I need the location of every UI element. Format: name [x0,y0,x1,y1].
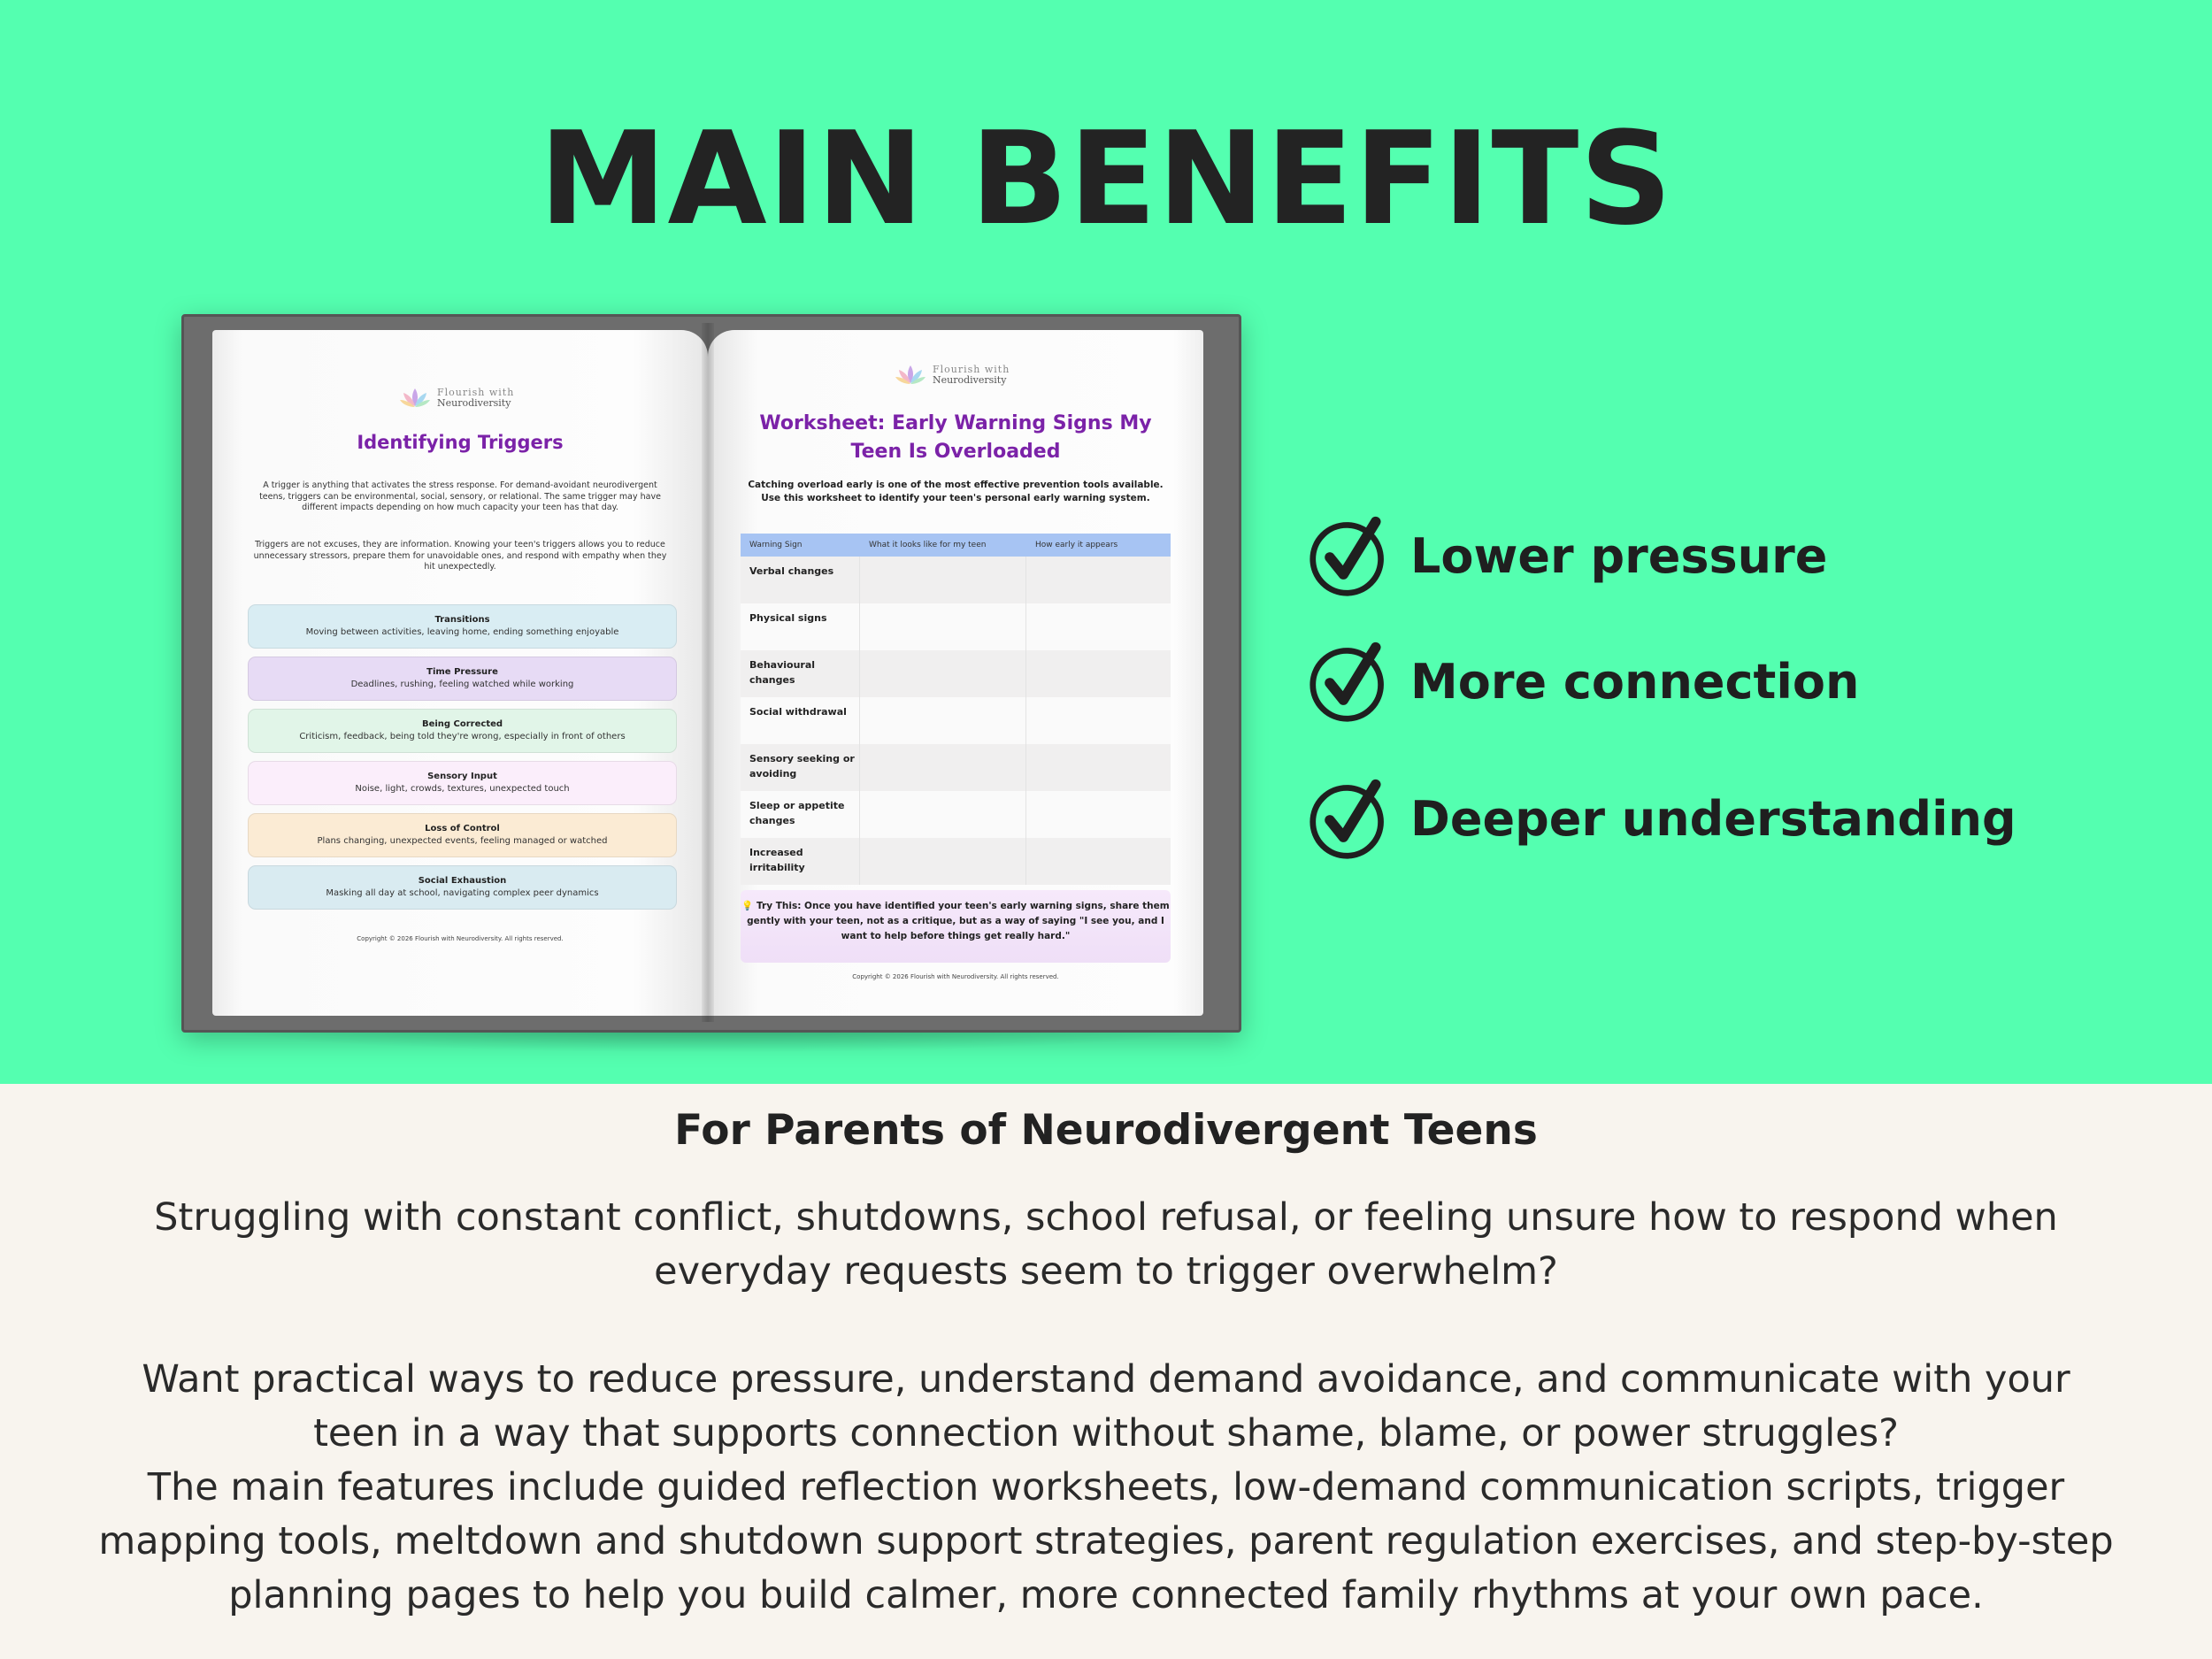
warning-sign-cell: Sensory seeking or avoiding [741,744,860,791]
intro-paragraph: Want practical ways to reduce pressure, understand demand avoidance, and communicate with your teen in a way that supports connection without shame, blame, or power struggles? [142,1357,2070,1455]
trigger-description: Criticism, feedback, being told they're wrong, especially in front of others [299,732,626,741]
benefit-label: More connection [1410,653,1860,710]
table-row [741,791,1171,838]
empty-cell[interactable] [860,791,1026,838]
book-left-page [212,330,708,1016]
trigger-card [248,813,677,857]
empty-cell[interactable] [1026,697,1171,744]
trigger-description: Deadlines, rushing, feeling watched while working [350,680,574,689]
left-page-title: Identifying Triggers [357,432,564,453]
trigger-title: Transitions [434,615,490,625]
intro-paragraph: Struggling with constant conflict, shutdowns, school refusal, or feeling unsure how to respond when everyday requests seem to trigger overwhelm? [154,1195,2058,1294]
benefit-item [1308,776,2016,861]
worksheet-intro: Catching overload early is one of the most effective prevention tools available. Use this worksheet to identify your teen's personal early warning system. [748,480,1164,503]
empty-cell[interactable] [1026,557,1171,603]
worksheet-title: Worksheet: Early Warning Signs My Teen Is Overloaded [759,412,1152,463]
left-page-paragraph: Triggers are not excuses, they are information. Knowing your teen's triggers allows you to reduce unnecessary stressors, prepare them for unavoidable ones, and respond with empathy when they hit unexpectedly. [253,540,667,572]
trigger-description: Noise, light, crowds, textures, unexpected touch [355,784,570,794]
table-row [741,744,1171,791]
table-row [741,557,1171,603]
empty-cell[interactable] [860,697,1026,744]
warning-sign-cell: Physical signs [741,603,860,650]
trigger-title: Being Corrected [421,719,503,729]
trigger-card [248,657,677,701]
trigger-title: Loss of Control [425,824,500,833]
warning-sign-cell: Sleep or appetite changes [741,791,860,838]
warning-sign-cell: Verbal changes [741,557,860,603]
book-spine [702,323,714,1022]
benefit-label: Deeper understanding [1410,790,2016,847]
column-header: Warning Sign [749,541,803,549]
warning-sign-cell: Behavioural changes [741,650,860,697]
try-this-callout [741,890,1171,963]
lightbulb-icon: 💡 [741,901,754,911]
empty-cell[interactable] [1026,791,1171,838]
warning-sign-cell: Increased irritability [741,838,860,885]
empty-cell[interactable] [1026,744,1171,791]
empty-cell[interactable] [860,557,1026,603]
column-header: What it looks like for my teen [869,541,987,549]
table-row [741,603,1171,650]
table-row [741,697,1171,744]
worksheet-table [741,534,1171,885]
trigger-title: Social Exhaustion [418,876,507,886]
trigger-description: Moving between activities, leaving home, ending something enjoyable [305,627,619,637]
benefit-item [1308,639,1859,724]
check-circle-icon [1308,639,1393,724]
trigger-description: Masking all day at school, navigating complex peer dynamics [326,888,599,898]
warning-sign-cell: Social withdrawal [741,697,860,744]
trigger-card [248,709,677,753]
trigger-title: Time Pressure [426,667,498,677]
trigger-title: Sensory Input [427,772,497,781]
empty-cell[interactable] [860,744,1026,791]
table-row [741,650,1171,697]
right-page-copyright: Copyright © 2026 Flourish with Neurodiversity. All rights reserved. [852,973,1059,980]
worksheet-table-header [741,534,1171,557]
empty-cell[interactable] [1026,603,1171,650]
trigger-card [248,865,677,910]
empty-cell[interactable] [1026,838,1171,885]
try-this-text: Try This: Once you have identified your teen's early warning signs, share them gently with your teen, not as a critique, but as a way of saying "I see you, and I want to help before things get really hard." [747,901,1170,941]
lotus-icon [894,362,927,388]
benefit-item [1308,513,1827,598]
trigger-card [248,604,677,649]
brand-logo: Flourish with Neurodiversity [398,385,514,411]
check-circle-icon [1308,776,1393,861]
column-header: How early it appears [1035,541,1118,549]
left-page-paragraph: A trigger is anything that activates the stress response. For demand-avoidant neurodivergent teens, triggers can be environmental, social, sensory, or relational. The same trigger may have different impacts depending on how much capacity your teen has that day. [259,480,661,512]
brand-logo: Flourish with Neurodiversity [894,362,1010,388]
main-title: MAIN BENEFITS [539,104,1673,254]
empty-cell[interactable] [860,838,1026,885]
left-page-copyright: Copyright © 2026 Flourish with Neurodiversity. All rights reserved. [357,935,564,942]
trigger-description: Plans changing, unexpected events, feeling managed or watched [317,836,608,846]
lotus-icon [398,385,432,411]
section-subtitle: For Parents of Neurodivergent Teens [674,1106,1538,1155]
empty-cell[interactable] [1026,650,1171,697]
check-circle-icon [1308,513,1393,598]
empty-cell[interactable] [860,650,1026,697]
trigger-card [248,761,677,805]
book-right-page [708,330,1203,1016]
empty-cell[interactable] [860,603,1026,650]
features-paragraph: The main features include guided reflection worksheets, low-demand communication scripts, trigger mapping tools, meltdown and shutdown support strategies, parent regulation exercises, and step-by-step planning pages to help you build calmer, more connected family rhythms at your own pace. [98,1465,2114,1617]
benefit-label: Lower pressure [1410,527,1828,584]
table-row [741,838,1171,885]
